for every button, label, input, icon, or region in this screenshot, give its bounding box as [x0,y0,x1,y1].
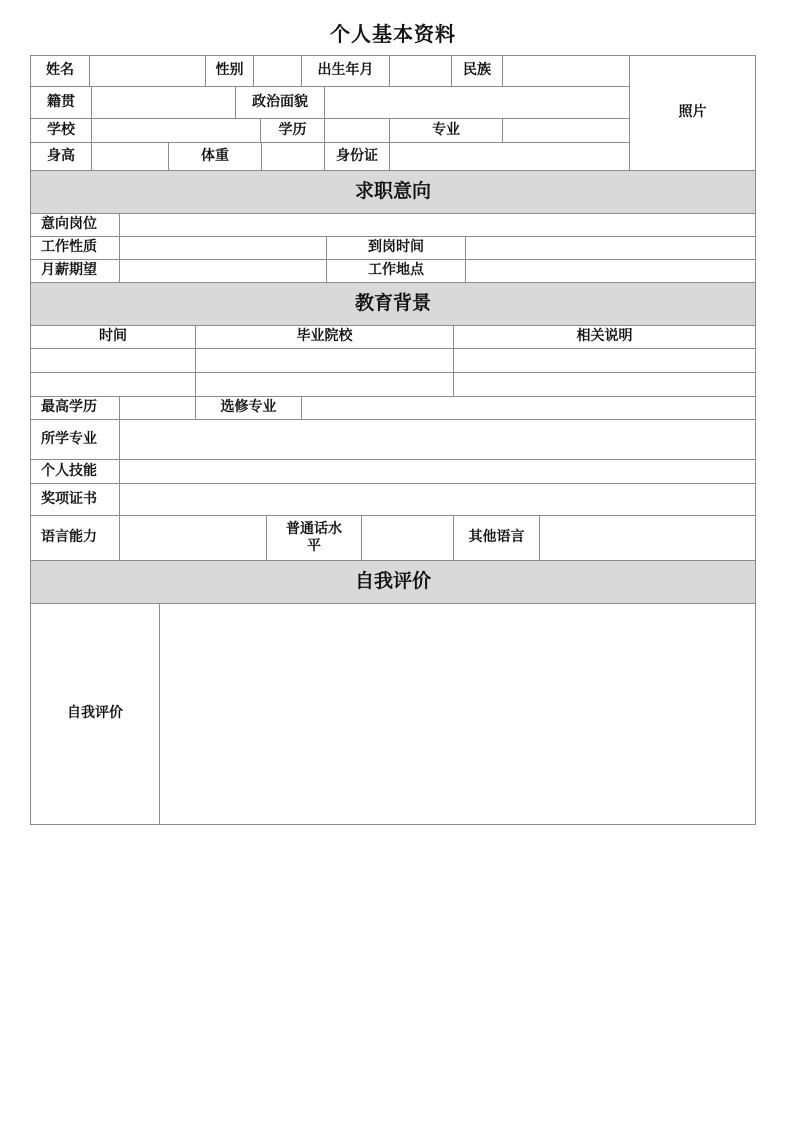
label-name: 姓名 [30,55,90,87]
label-school: 学校 [30,118,92,143]
id-card-field[interactable] [389,142,630,171]
label-work-type: 工作性质 [30,236,120,260]
start-date-field[interactable] [465,236,756,260]
page-title: 个人基本资料 [330,22,456,46]
label-highest-degree: 最高学历 [30,396,120,420]
label-skills: 个人技能 [30,459,120,484]
edu-row-1-school[interactable] [195,348,454,373]
edu-row-2-time[interactable] [30,372,196,397]
highest-degree-field[interactable] [119,396,196,420]
edu-row-2-notes[interactable] [453,372,756,397]
major-field[interactable] [502,118,630,143]
edu-row-1-notes[interactable] [453,348,756,373]
gender-field[interactable] [253,55,302,87]
salary-field[interactable] [119,259,327,283]
label-gender: 性别 [205,55,254,87]
height-field[interactable] [91,142,169,171]
skills-field[interactable] [119,459,756,484]
label-start-date: 到岗时间 [326,236,466,260]
school-field[interactable] [91,118,261,143]
position-field[interactable] [119,213,756,237]
label-height: 身高 [30,142,92,171]
native-place-field[interactable] [91,86,236,119]
label-major: 专业 [389,118,503,143]
label-elective: 选修专业 [195,396,302,420]
label-location: 工作地点 [326,259,466,283]
edu-row-1-time[interactable] [30,348,196,373]
label-awards: 奖项证书 [30,483,120,516]
label-ethnicity: 民族 [451,55,503,87]
label-language: 语言能力 [30,515,120,561]
photo-box[interactable]: 照片 [629,55,756,171]
weight-field[interactable] [261,142,325,171]
label-weight: 体重 [168,142,262,171]
section-self-eval-heading: 自我评价 [30,560,756,604]
elective-field[interactable] [301,396,756,420]
column-header-time: 时间 [30,325,196,349]
label-id-card: 身份证 [324,142,390,171]
label-salary: 月薪期望 [30,259,120,283]
ethnicity-field[interactable] [502,55,630,87]
label-political-status: 政治面貌 [235,86,325,119]
label-native-place: 籍贯 [30,86,92,119]
label-position: 意向岗位 [30,213,120,237]
mandarin-field[interactable] [361,515,454,561]
section-education-heading: 教育背景 [30,282,756,326]
education-field[interactable] [324,118,390,143]
label-education: 学历 [260,118,325,143]
language-field[interactable] [119,515,267,561]
label-major-studied: 所学专业 [30,419,120,460]
column-header-school: 毕业院校 [195,325,454,349]
political-status-field[interactable] [324,86,630,119]
location-field[interactable] [465,259,756,283]
edu-row-2-school[interactable] [195,372,454,397]
label-self-eval: 自我评价 [30,603,160,825]
work-type-field[interactable] [119,236,327,260]
major-studied-field[interactable] [119,419,756,460]
column-header-notes: 相关说明 [453,325,756,349]
label-birth: 出生年月 [301,55,390,87]
label-mandarin: 普通话水平 [266,515,362,561]
section-job-heading: 求职意向 [30,170,756,214]
birth-field[interactable] [389,55,452,87]
name-field[interactable] [89,55,206,87]
other-language-field[interactable] [539,515,756,561]
label-other-language: 其他语言 [453,515,540,561]
awards-field[interactable] [119,483,756,516]
self-eval-field[interactable] [159,603,756,825]
